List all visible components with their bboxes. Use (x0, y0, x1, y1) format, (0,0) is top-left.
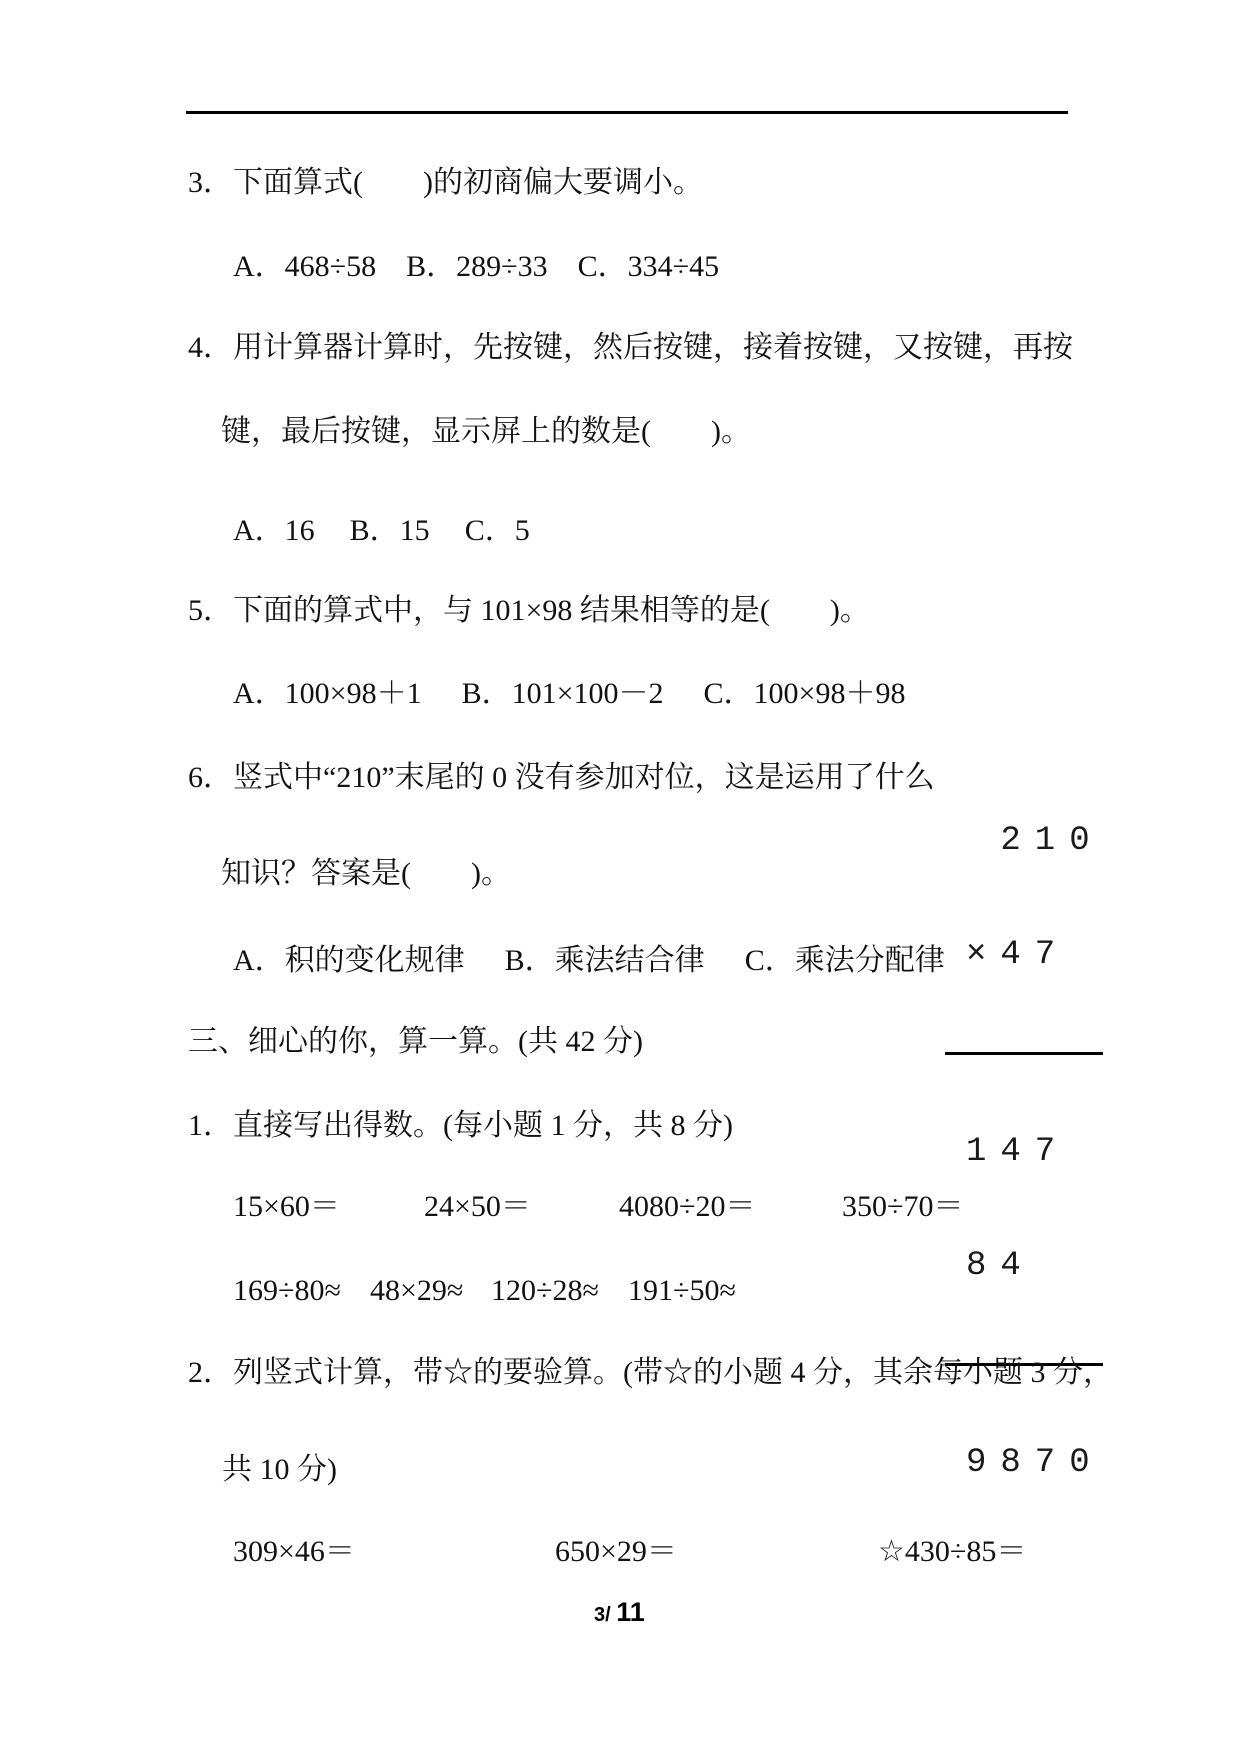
s3-question-2-row (0, 1536, 1241, 1576)
page-number-total: 11 (616, 1597, 645, 1627)
vmult-rule-top (945, 1052, 1103, 1055)
question-5-option-b: B．101×100－2 (461, 677, 664, 710)
question-6-stem-line2: 知识？答案是( )。 (221, 857, 511, 890)
page-number-current: 3/ (594, 1604, 611, 1626)
question-3-option-b: B．289÷33 (406, 250, 548, 283)
s3-question-2-stem-line2: 共 10 分) (222, 1453, 337, 1486)
s3-question-1-row2 (0, 1275, 1241, 1315)
question-6-stem-line1: 6．竖式中“210”末尾的 0 没有参加对位，这是运用了什么 (188, 761, 935, 794)
question-3-option-c: C．334÷45 (577, 250, 720, 283)
calc-item: 169÷80≈ (233, 1274, 341, 1307)
calc-item: 4080÷20＝ (619, 1190, 756, 1223)
calc-item: 350÷70＝ (842, 1190, 964, 1223)
s3-question-1-stem: 1．直接写出得数。(每小题 1 分，共 8 分) (188, 1109, 733, 1142)
question-5-stem: 5．下面的算式中，与 101×98 结果相等的是( )。 (188, 594, 870, 627)
question-3-stem: 3．下面算式( )的初商偏大要调小。 (188, 166, 703, 199)
question-5-option-a: A．100×98＋1 (233, 677, 422, 710)
page-footer (594, 1597, 645, 1628)
question-4-option-b: B．15 (349, 514, 430, 547)
calc-item: 191÷50≈ (628, 1274, 736, 1307)
question-5-option-c: C．100×98＋98 (703, 677, 906, 710)
calc-item: 120÷28≈ (491, 1274, 599, 1307)
question-3-options (233, 251, 719, 283)
question-3-option-a: A．468÷58 (233, 250, 377, 283)
question-4-option-c: C．5 (464, 514, 530, 547)
s3-question-2-stem-line1: 2．列竖式计算，带☆的要验算。(带☆的小题 4 分，其余每小题 3 分， (188, 1356, 1113, 1389)
question-4-options (233, 515, 530, 547)
question-5-options (233, 678, 905, 710)
calc-item: 309×46＝ (233, 1535, 355, 1568)
vmult-partial-product-2: 84 (966, 1247, 1035, 1285)
question-6-option-a: A．积的变化规律 (233, 944, 465, 977)
vertical-multiplication (966, 746, 1104, 1558)
section-3-title: 三、细心的你，算一算。(共 42 分) (188, 1025, 643, 1058)
calc-item: 15×60＝ (233, 1190, 340, 1223)
question-6-option-c: C．乘法分配律 (744, 944, 945, 977)
calc-item: 650×29＝ (555, 1535, 677, 1568)
question-4-option-a: A．16 (233, 514, 315, 547)
calc-item: 48×29≈ (370, 1274, 464, 1307)
vmult-product: 9870 (966, 1444, 1104, 1482)
calc-item: 24×50＝ (424, 1190, 531, 1223)
calc-item-starred: ☆430÷85＝ (878, 1535, 1027, 1568)
question-4-stem-line2: 键，最后按键，显示屏上的数是( )。 (221, 415, 751, 448)
vmult-multiplier: ×47 (966, 936, 1070, 974)
s3-question-1-row1 (0, 1191, 1241, 1231)
question-6-option-b: B．乘法结合律 (504, 944, 705, 977)
question-6-options (233, 945, 945, 977)
question-4-stem-line1: 4．用计算器计算时，先按键，然后按键，接着按键，又按键，再按 (188, 331, 1073, 364)
vmult-partial-product-1: 147 (966, 1133, 1070, 1171)
header-divider-rule (186, 111, 1068, 114)
vmult-multiplicand: 210 (966, 822, 1104, 860)
